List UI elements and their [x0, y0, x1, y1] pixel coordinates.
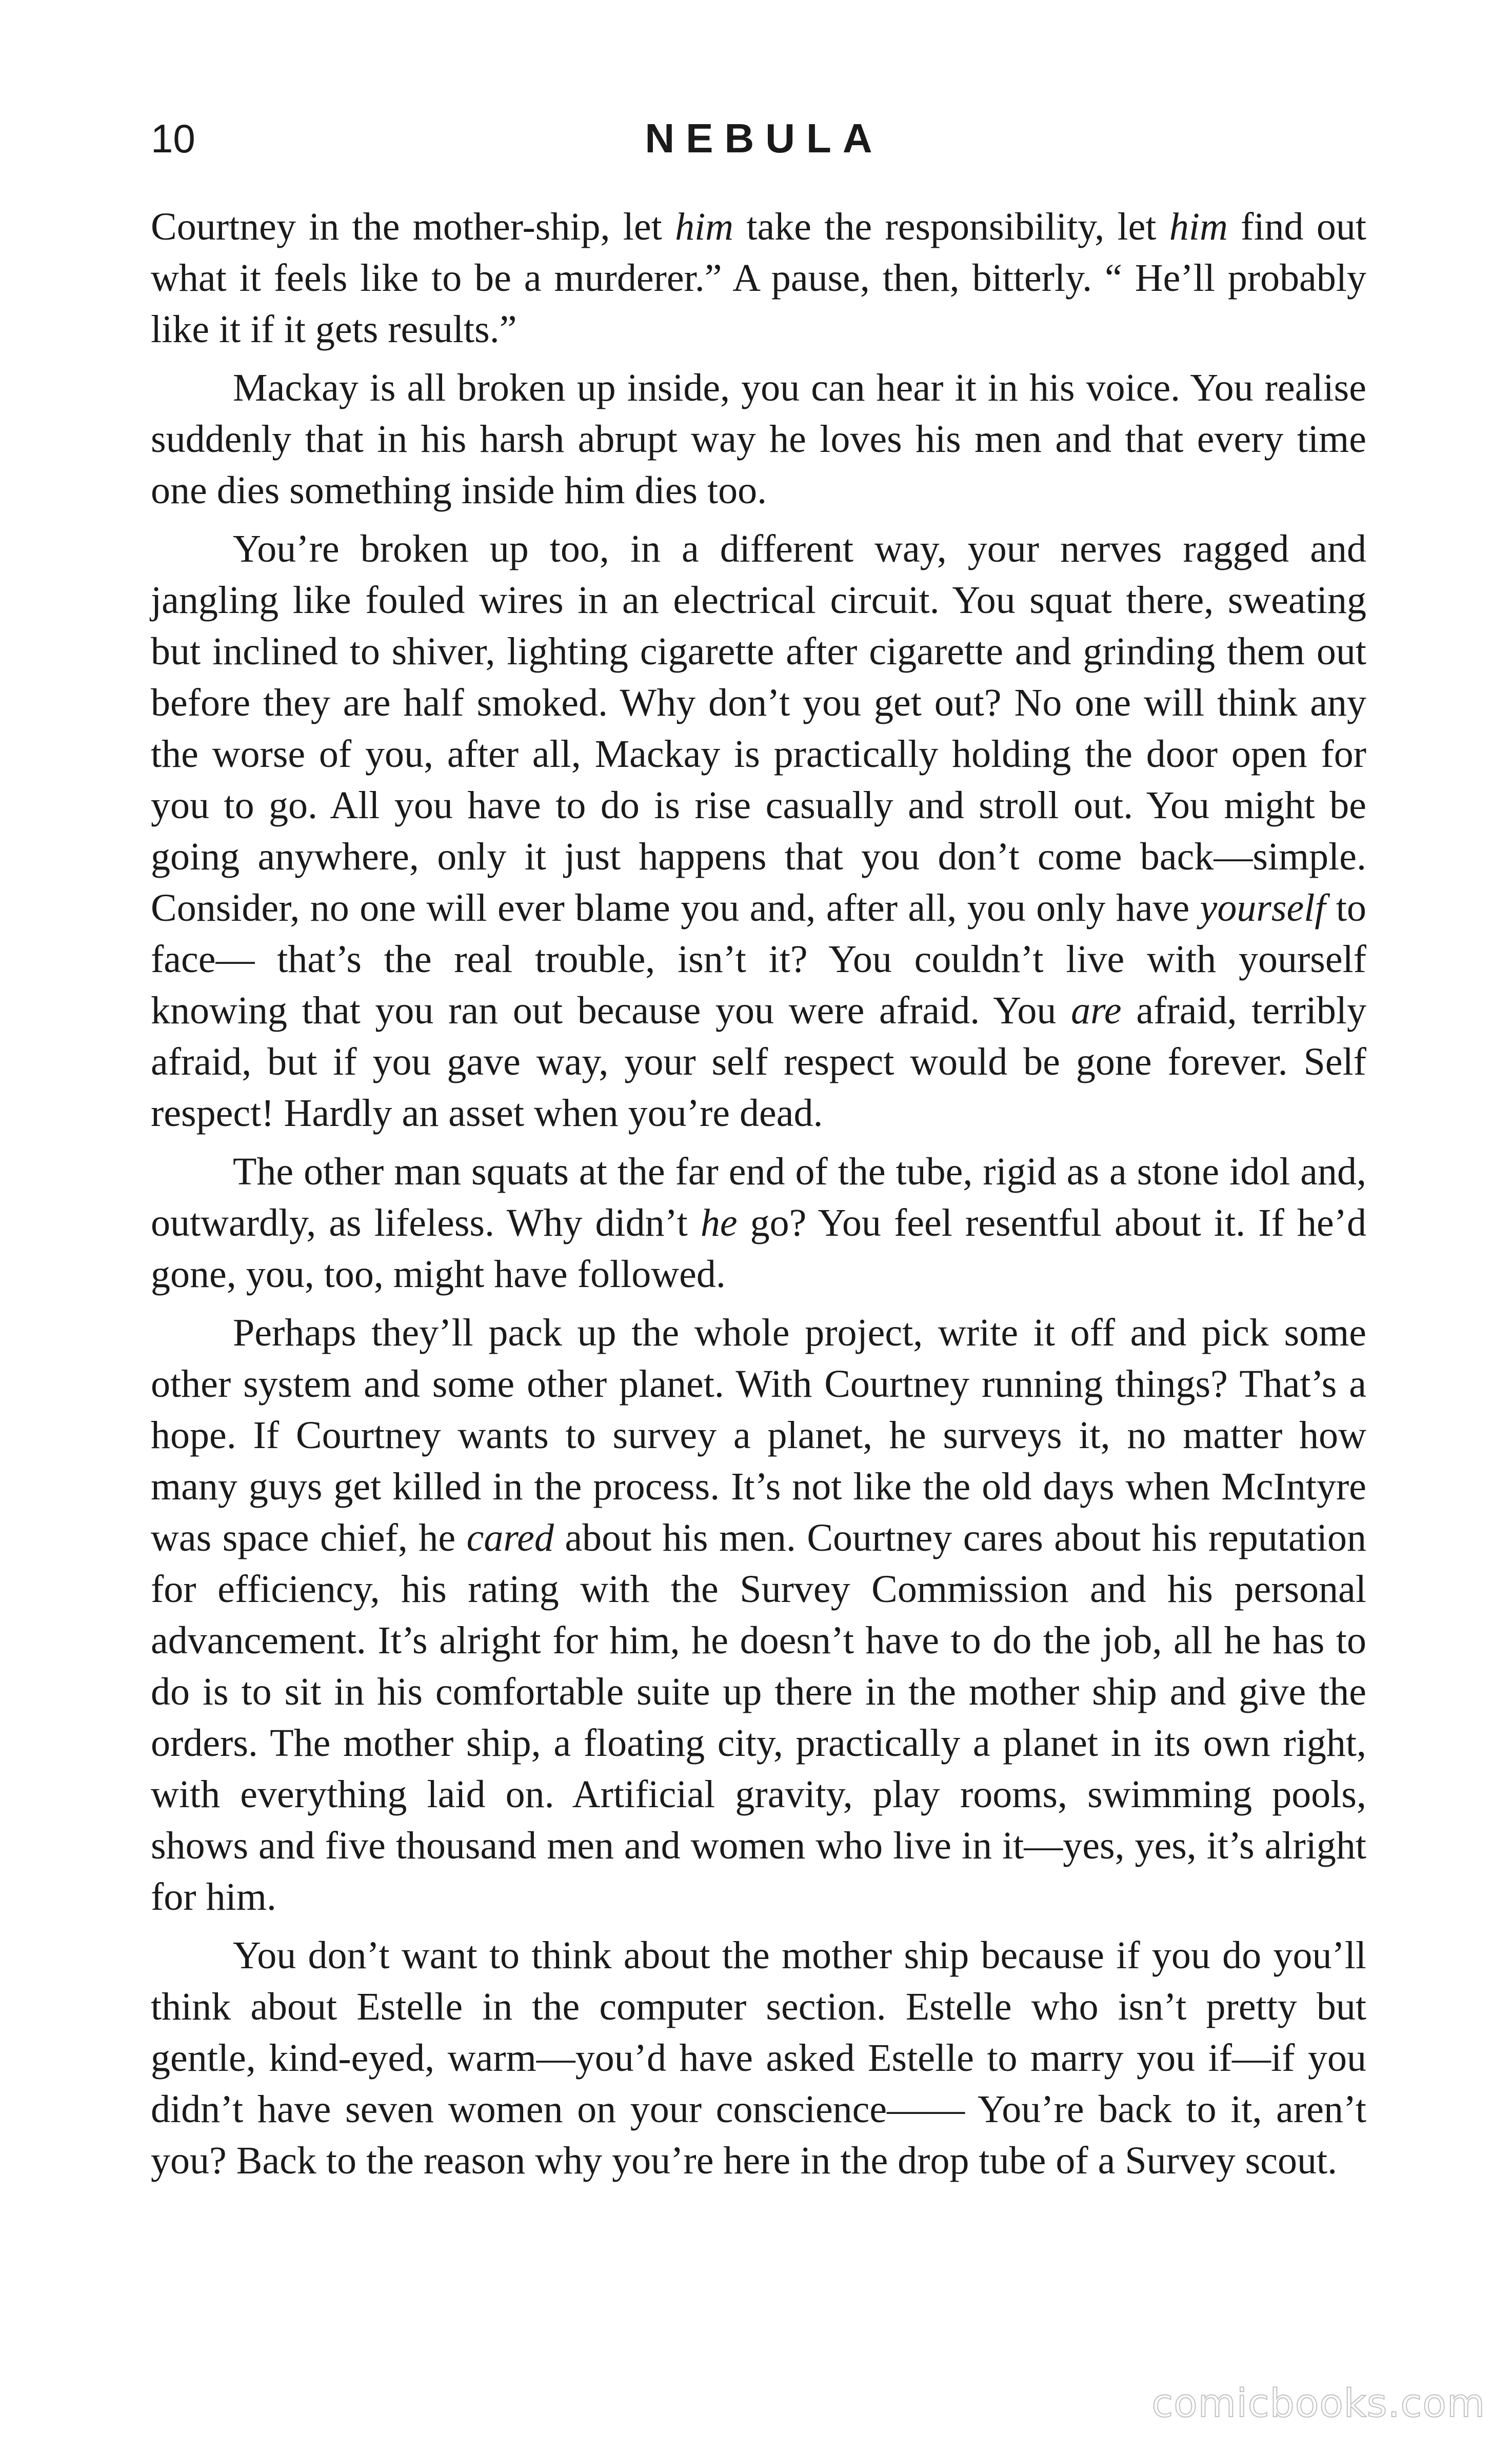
text-run: The other man squats at the far end of the tube, rigid as a stone idol and, outwardly, as lifeless. Why didn’t	[151, 1150, 1366, 1244]
text-run: You don’t want to think about the mother ship because if you do you’ll think about Estelle in the computer section. Estelle who isn’t pretty but gentle, kind-eyed, warm—you’d have asked Estelle to marry you if—if you didn’t have seven women on your conscience—— You’re back to it, aren’t you? Back to the reason why you’re here in the drop tube of a Survey scout.	[151, 1934, 1366, 2182]
paragraph	[151, 523, 1366, 1139]
italic-text: are	[1071, 989, 1122, 1032]
watermark: comicbooks.com	[1151, 2380, 1485, 2426]
paragraph	[151, 362, 1366, 516]
text-run: afraid, terribly afraid, but if you gave way, your self respect would be gone forever. Self respect! Hardly an asset when you’re dead.	[151, 989, 1366, 1135]
text-run: take the responsibility, let	[733, 205, 1169, 248]
running-title: NEBULA	[645, 115, 884, 161]
paragraph	[151, 1930, 1366, 2186]
text-run: go? You feel resentful about it. If he’d gone, you, too, might have followed.	[151, 1201, 1367, 1296]
italic-text: cared	[466, 1516, 554, 1559]
body-text	[151, 201, 1366, 2186]
paragraph	[151, 1307, 1366, 1923]
text-run: Perhaps they’ll pack up the whole project, write it off and pick some other system and some other planet. With Courtney running things? That’s a hope. If Courtney wants to survey a planet, he surveys it, no matter how many guys get killed in the process. It’s not like the old days when McIntyre was space chief, he	[151, 1311, 1366, 1559]
page-header	[151, 110, 1366, 167]
italic-text: yourself	[1200, 886, 1326, 929]
paragraph	[151, 1146, 1366, 1300]
italic-text: him	[675, 205, 734, 248]
text-run: Courtney in the mother-ship, let	[151, 205, 675, 248]
text-run: to face— that’s the real trouble, isn’t it? You couldn’t live with yourself knowing that you ran out because you were afraid. You	[151, 886, 1366, 1032]
page-number: 10	[151, 116, 195, 161]
italic-text: him	[1169, 205, 1228, 248]
text-run: You’re broken up too, in a different way, your nerves ragged and jangling like fouled wires in an electrical circuit. You squat there, sweating but inclined to shiver, lighting cigarette after cigarette and grinding them out before they are half smoked. Why don’t you get out? No one will think any the worse of you, after all, Mackay is practically holding the door open for you to go. All you have to do is rise casually and stroll out. You might be going anywhere, only it just happens that you don’t come back—simple. Consider, no one will ever blame you and, after all, you only have	[151, 527, 1366, 929]
text-run: Mackay is all broken up inside, you can hear it in his voice. You realise suddenly that in his harsh abrupt way he loves his men and that every time one dies something inside him dies too.	[151, 366, 1366, 512]
italic-text: he	[700, 1201, 738, 1244]
text-run: find out what it feels like to be a murderer.” A pause, then, bitterly. “ He’ll probably like it if it gets results.”	[151, 205, 1366, 351]
text-run: about his men. Courtney cares about his reputation for efficiency, his rating with the Survey Commission and his personal advancement. It’s alright for him, he doesn’t have to do the job, all he has to do is to sit in his comfortable suite up there in the mother ship and give the orders. The mother ship, a floating city, practically a planet in its own right, with everything laid on. Artificial gravity, play rooms, swimming pools, shows and five thousand men and women who live in it—yes, yes, it’s alright for him.	[151, 1516, 1366, 1918]
paragraph	[151, 201, 1366, 355]
